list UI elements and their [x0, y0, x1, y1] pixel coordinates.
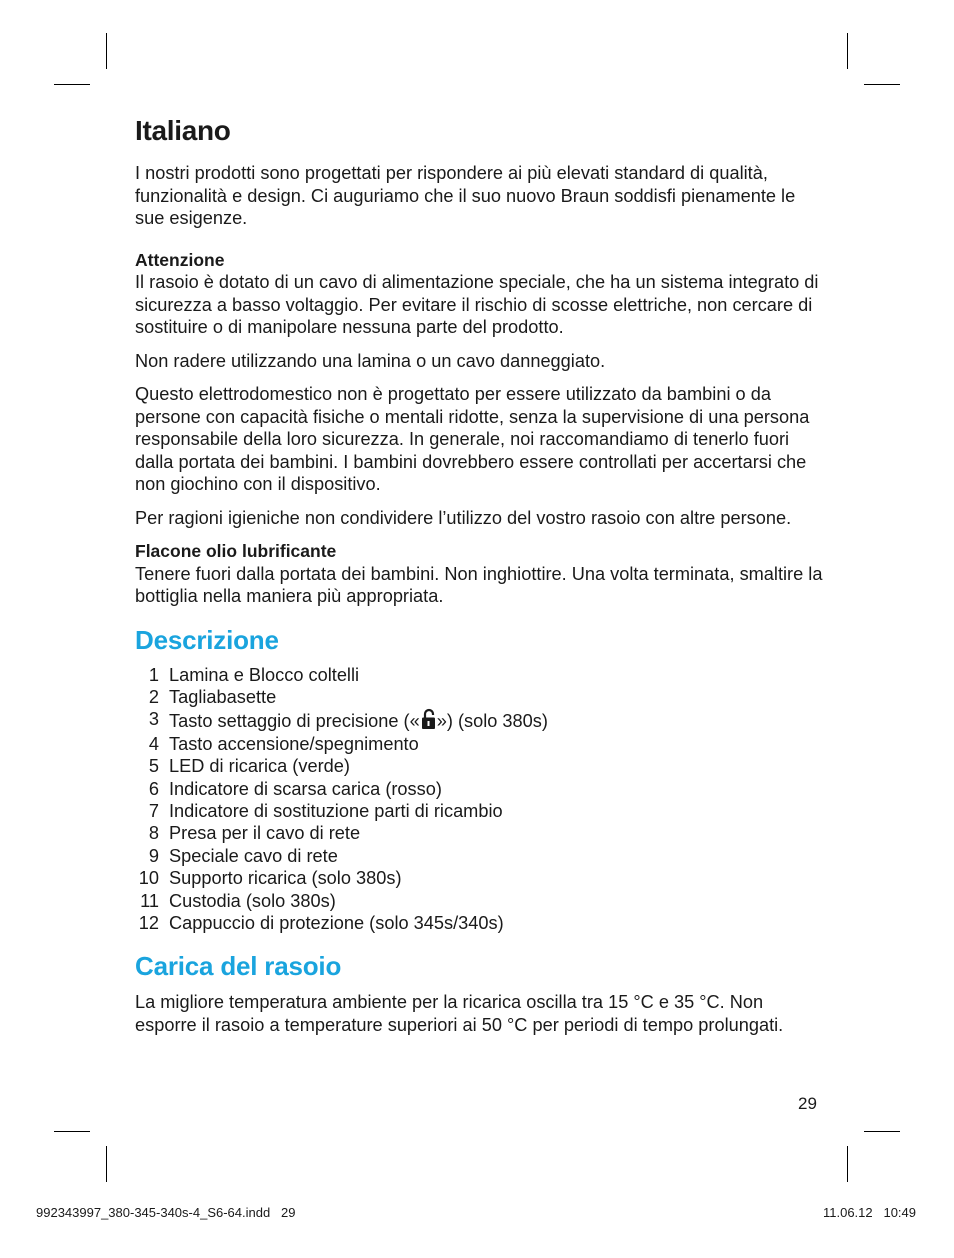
warning-paragraph: Non radere utilizzando una lamina o un cavo danneggiato. [135, 350, 606, 371]
list-item: 3 Tasto settaggio di precisione (« ») (solo 380s) [148, 709, 548, 732]
oil-paragraph: Tenere fuori dalla portata dei bambini. Non inghiottire. Una volta terminata, smaltire la bottiglia nella maniera più appropriata. [135, 563, 823, 606]
list-item: 7 Indicatore di sostituzione parti di ricambio [148, 800, 503, 821]
warning-paragraph: Per ragioni igieniche non condividere l’utilizzo del vostro rasoio con altre persone. [135, 507, 792, 528]
charging-heading: Carica del rasoio [135, 951, 342, 982]
page-title: Italiano [135, 115, 231, 146]
list-item: 5 LED di ricarica (verde) [148, 756, 350, 777]
crop-mark [864, 84, 900, 85]
list-item: 11 Custodia (solo 380s) [140, 890, 336, 911]
list-item: 12 Cappuccio di protezione (solo 345s/340s) [138, 912, 504, 933]
list-item: 6 Indicatore di scarsa carica (rosso) [148, 778, 442, 799]
list-item: 8 Presa per il cavo di rete [148, 823, 361, 844]
unlock-icon [421, 708, 436, 730]
warning-paragraph: Questo elettrodomestico non è progettato per essere utilizzato da bambini o da persone con capacità fisiche o mentali ridotte, senza la supervisione di una persona responsabile della loro sicurezza. In generale, noi raccomandiamo di tenerlo fuori dalla portata dei bambini. I bambini dovrebbero essere controllati per accertarsi che non giochino con il dispositivo. [135, 384, 810, 494]
crop-mark [106, 33, 107, 69]
crop-mark [847, 33, 848, 69]
list-item: 10 Supporto ricarica (solo 380s) [138, 868, 402, 889]
crop-mark [54, 1131, 90, 1132]
crop-mark [847, 1146, 848, 1182]
warning-title: Attenzione [135, 249, 225, 270]
page-number: 29 [798, 1094, 817, 1113]
list-item: 4 Tasto accensione/spegnimento [148, 733, 419, 754]
list-item: 2 Tagliabasette [148, 686, 277, 707]
intro-paragraph: I nostri prodotti sono progettati per rispondere ai più elevati standard di qualità, funzionalità e design. Ci auguriamo che il suo nuovo Braun soddisfi pienamente le sue esigenze. [135, 163, 796, 228]
list-item: 9 Speciale cavo di rete [148, 845, 338, 866]
oil-title: Flacone olio lubrificante [135, 541, 337, 561]
charging-paragraph: La migliore temperatura ambiente per la ricarica oscilla tra 15 °C e 35 °C. Non esporre il rasoio a temperature superiori ai 50 °C per periodi di tempo prolungati. [135, 992, 784, 1035]
crop-mark [54, 84, 90, 85]
parts-list [135, 664, 825, 935]
warning-paragraph: Il rasoio è dotato di un cavo di alimentazione speciale, che ha un sistema integrato di sicurezza a basso voltaggio. Per evitare il rischio di scosse elettriche, non cercare di sostituire o di manipolare nessuna parte del prodotto. [135, 272, 819, 337]
footer-file-info: 992343997_380-345-340s-4_S6-64.indd 29 [36, 1205, 296, 1220]
description-heading: Descrizione [135, 624, 279, 655]
page-content [135, 112, 825, 1036]
footer-datetime: 11.06.12 10:49 [822, 1205, 916, 1220]
list-item: 1 Lamina e Blocco coltelli [148, 664, 360, 685]
crop-mark [864, 1131, 900, 1132]
crop-mark [106, 1146, 107, 1182]
